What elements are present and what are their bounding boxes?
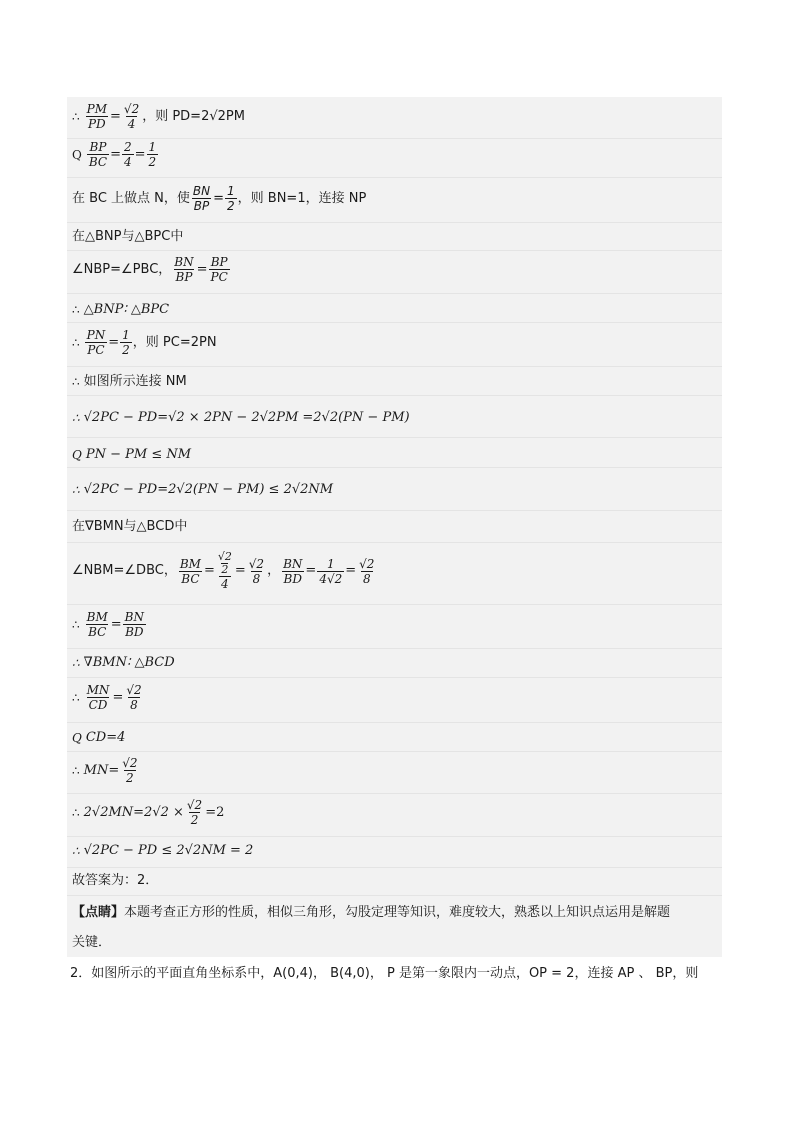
- fraction: $\frac{1}{2}$: [148, 140, 157, 169]
- line-13: ∠NBM=∠DBC， $\frac{BM}{BC}$ = √2 2 4 = $\frac{√2}{8}$ ， $\frac{BN}{BD}$ = $\frac{1}{4√2}$ = $\frac{√2}{8}$: [72, 550, 375, 591]
- problem-2: 2．如图所示的平面直角坐标系中，A(0,4)， B(4,0)， P 是第一象限内一动点，OP = 2，连接 AP 、 BP，则: [70, 966, 699, 981]
- line-9: ∴ √2PC − PD=√2 × 2PN − 2√2PM =2√2(PN − PM): [72, 410, 410, 425]
- comment-line: 【点睛】 本题考查正方形的性质，相似三角形，勾股定理等知识，难度较大，熟悉以上知识点运用是解题: [72, 905, 671, 920]
- fraction: $\frac{BM}{BC}$: [86, 610, 108, 639]
- line-14: ∴ $\frac{BM}{BC}$ = $\frac{BN}{BD}$: [72, 610, 144, 639]
- line-11: ∴ √2PC − PD=2√2(PN − PM) ≤ 2√2NM: [72, 482, 334, 497]
- fraction: $\frac{1}{2}$: [122, 328, 130, 357]
- line-6: ∴ △BNP∶ △BPC: [72, 302, 170, 317]
- fraction: $\frac{BN}{BD}$: [124, 610, 144, 639]
- line-3: 在 BC 上做点 N，使 $\frac{BN}{BP}$ = $\frac{1}{2}$ ，则 BN=1，连接 NP: [72, 184, 367, 213]
- line-16: ∴ $\frac{MN}{CD}$ = $\frac{√2}{8}$: [72, 683, 142, 712]
- comment-line-continued: 关键．: [72, 935, 112, 950]
- answer-line: 故答案为：2．: [72, 873, 159, 888]
- compound-fraction: √2 2 4: [217, 550, 232, 591]
- fraction: $\frac{BN}{BP}$: [174, 255, 194, 284]
- comment-tag: 【点睛】: [72, 905, 125, 920]
- fraction: $\frac{BN}{BD}$: [283, 556, 303, 586]
- line-8: ∴ 如图所示连接 NM: [72, 374, 187, 389]
- fraction: $\frac{2}{4}$: [123, 140, 132, 169]
- fraction: $\frac{√2}{8}$: [359, 556, 375, 586]
- fraction: $\frac{BP}{PC}$: [210, 255, 228, 284]
- line-7: ∴ $\frac{PN}{PC}$ = $\frac{1}{2}$ ，则 PC=2PN: [72, 328, 217, 357]
- fraction: $\frac{BP}{BC}$: [88, 140, 108, 169]
- fraction: $\frac{MN}{CD}$: [86, 683, 110, 712]
- fraction: $\frac{√2}{8}$: [248, 556, 265, 586]
- line-19: ∴ 2√2MN=2√2 × $\frac{√2}{2}$ =2: [72, 798, 225, 827]
- fraction: $\frac{1}{4√2}$: [319, 556, 343, 586]
- line-5: ∠NBP=∠PBC， $\frac{BN}{BP}$ = $\frac{BP}{PC}$: [72, 255, 228, 284]
- fraction: $\frac{1}{2}$: [227, 184, 235, 213]
- fraction: $\frac{BN}{BP}$: [192, 184, 211, 213]
- line-17: Q CD=4: [72, 730, 126, 745]
- line-1: ∴ $\frac{PM}{PD}$ = $\frac{√2}{4}$ ，则 PD=2√2PM: [72, 102, 245, 131]
- fraction: $\frac{PN}{PC}$: [86, 328, 106, 357]
- line-20: ∴ √2PC − PD ≤ 2√2NM = 2: [72, 843, 254, 858]
- fraction: $\frac{BM}{BC}$: [179, 556, 201, 586]
- fraction: $\frac{PM}{PD}$: [86, 102, 108, 131]
- line-15: ∴ ∇BMN∶ △BCD: [72, 655, 175, 670]
- line-10: Q PN − PM ≤ NM: [72, 447, 192, 462]
- fraction: $\frac{√2}{8}$: [126, 683, 142, 712]
- line-18: ∴ MN= $\frac{√2}{2}$: [72, 756, 138, 785]
- fraction: $\frac{√2}{2}$: [186, 798, 203, 827]
- line-12: 在∇BMN与△BCD中: [72, 519, 188, 534]
- fraction: $\frac{√2}{2}$: [122, 756, 138, 785]
- line-4: 在△BNP与△BPC中: [72, 229, 184, 244]
- line-2: Q $\frac{BP}{BC}$ = $\frac{2}{4}$ = $\frac{1}{2}$: [72, 140, 157, 169]
- fraction: $\frac{√2}{4}$: [123, 102, 140, 131]
